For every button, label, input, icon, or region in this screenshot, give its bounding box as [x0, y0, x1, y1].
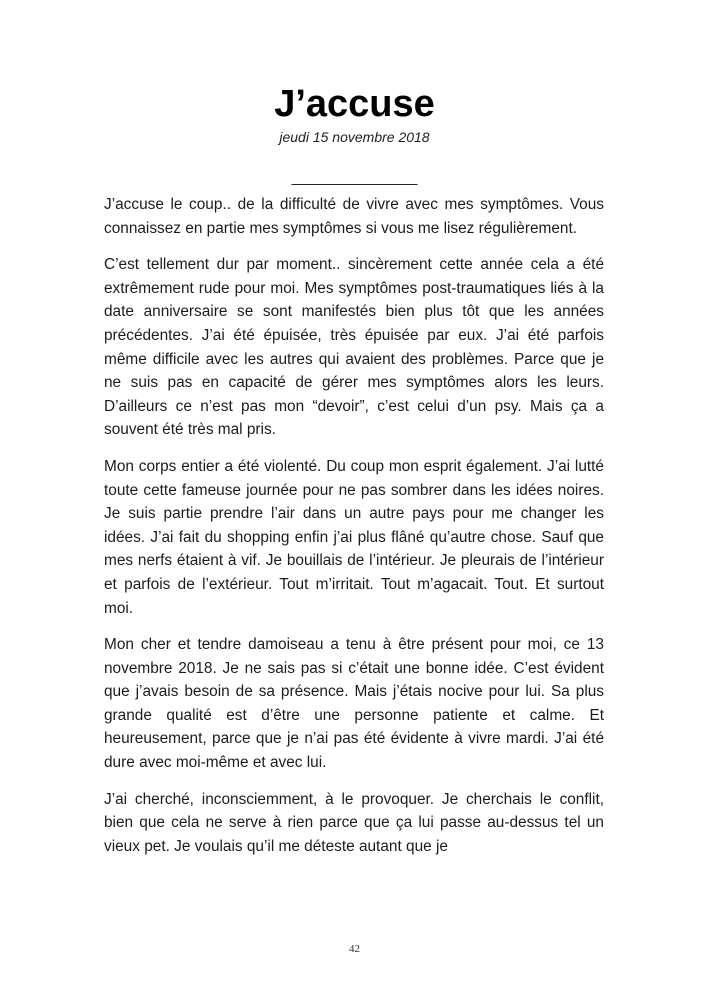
page-number: 42 [349, 943, 360, 955]
post-date: jeudi 15 novembre 2018 [279, 129, 430, 145]
article-body [104, 193, 604, 871]
paragraph-1: J’accuse le coup.. de la difficulté de vivre avec mes symptômes. Vous connaissez en partie mes symptômes si vous me lisez régulièrement. [104, 196, 604, 237]
paragraph-2: C’est tellement dur par moment.. sincèrement cette année cela a été extrêmement rude pour moi. Mes symptômes post-traumatiques liés à la date anniversaire se sont manifestés bien plus tôt que les années précédentes. J’ai été épuisée, très épuisée par eux. J’ai été parfois même difficile avec les autres qui avaient des problèmes. Parce que je ne suis pas en capacité de gérer mes symptômes alors les leurs. D’ailleurs ce n’est pas mon “devoir”, c’est celui d’un psy. Mais ça a souvent été très mal pris. [104, 256, 604, 439]
page-title: J’accuse [274, 83, 435, 125]
paragraph-4: Mon cher et tendre damoiseau a tenu à être présent pour moi, ce 13 novembre 2018. Je ne sais pas si c’était une bonne idée. C’est évident que j’avais besoin de sa présence. Mais j’étais nocive pour lui. Sa plus grande qualité est d’être une personne patiente et calme. Et heureusement, parce que je n’ai pas été évidente à vivre mardi. J’ai été dure avec moi-même et avec lui. [104, 636, 604, 772]
paragraph-3: Mon corps entier a été violenté. Du coup mon esprit également. J’ai lutté toute cette fameuse journée pour ne pas sombrer dans les idées noires. Je suis partie prendre l’air dans un autre pays pour me changer les idées. J’ai fait du shopping enfin j’ai plus flâné qu’autre chose. Sauf que mes nerfs étaient à vif. Je bouillais de l’intérieur. Je pleurais de l’intérieur et parfois de l’extérieur. Tout m’irritait. Tout m’agacait. Tout. Et surtout moi. [104, 457, 604, 617]
title-separator: _________________ [291, 169, 417, 186]
paragraph-5: J’ai cherché, inconsciemment, à le provoquer. Je cherchais le conflit, bien que cela ne serve à rien parce que ça lui passe au-dessus tel un vieux pet. Je voulais qu’il me déteste autant que je [104, 790, 604, 855]
